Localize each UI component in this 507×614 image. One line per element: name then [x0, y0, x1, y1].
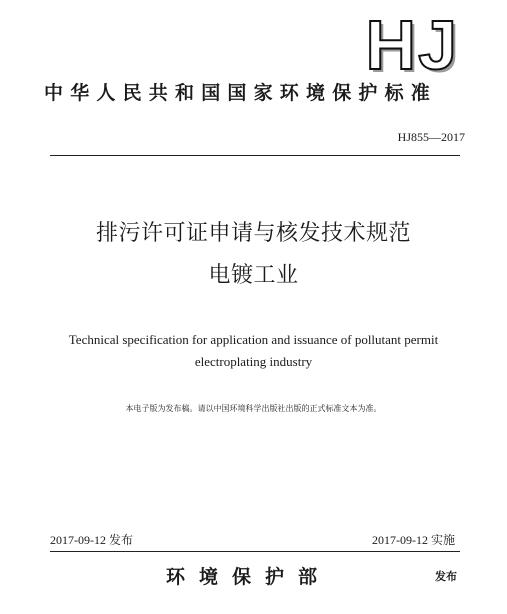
english-title-line-1: Technical specification for application and issuance of pollutant permit [68, 332, 439, 347]
issuing-authority: 环境保护部 [166, 566, 332, 588]
chinese-title-line-2: 电镀工业 [208, 263, 299, 288]
issue-label: 发布 [435, 570, 457, 583]
effective-date: 2017-09-12 实施 [372, 533, 455, 547]
english-title-line-2: electroplating industry [194, 354, 313, 369]
hj-logo: HJ [365, 6, 459, 84]
release-date: 2017-09-12 发布 [50, 533, 133, 547]
standard-organization-heading: 中华人民共和国国家环境保护标准 [44, 82, 438, 104]
top-divider [50, 155, 460, 156]
electronic-version-notice: 本电子版为发布稿。请以中国环境科学出版社出版的正式标准文本为准。 [125, 404, 382, 413]
chinese-title-line-1: 排污许可证申请与核发技术规范 [95, 221, 411, 246]
standard-code: HJ855—2017 [397, 130, 465, 144]
bottom-divider [50, 551, 460, 552]
